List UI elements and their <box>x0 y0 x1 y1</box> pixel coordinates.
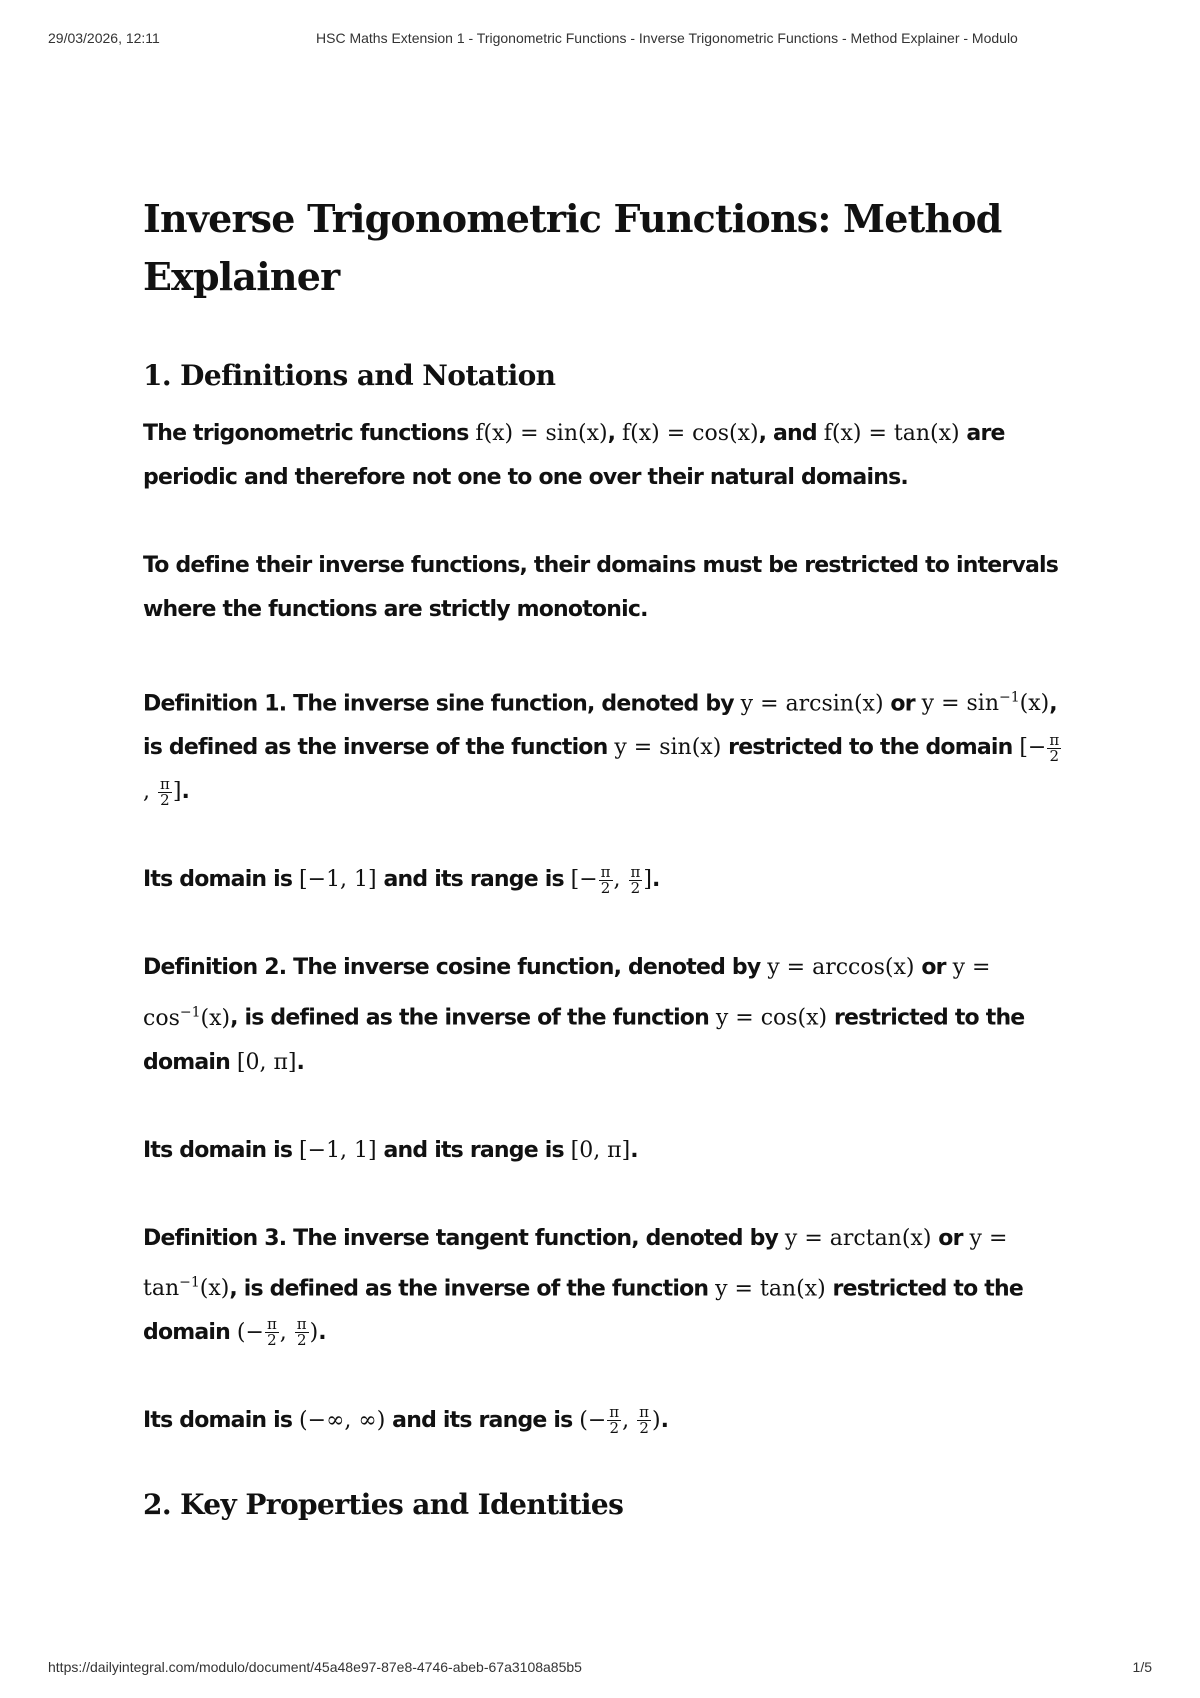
intro-paragraph-restriction: To define their inverse functions, their domains must be restricted to intervals where the functions are strictly monotonic. <box>143 553 1059 622</box>
fraction-numerator: π <box>296 1315 307 1334</box>
text: are periodic and therefore not one to one over their natural domains. <box>143 421 1005 490</box>
math-part: ) <box>309 1319 319 1345</box>
text: The trigonometric functions <box>143 421 476 446</box>
math-superscript: −1 <box>998 690 1020 706</box>
definition-2 <box>143 946 1063 1084</box>
math-sin-inverse <box>922 691 1050 716</box>
fraction-numerator: π <box>600 862 611 881</box>
text: Its domain is <box>143 867 300 893</box>
math-domain: [−1, 1] <box>299 867 377 893</box>
math-part: (x) <box>200 1005 231 1031</box>
document-body <box>143 190 1063 1541</box>
text: and its range is <box>376 867 571 893</box>
math-part: [− <box>1019 735 1047 761</box>
math-sin: y = sin(x) <box>614 735 722 761</box>
text: . <box>630 1137 638 1163</box>
definition-3 <box>143 1217 1063 1355</box>
math-part: (x) <box>199 1275 230 1301</box>
fraction-denominator: 2 <box>1049 746 1060 765</box>
math-tan: y = tan(x) <box>715 1275 826 1301</box>
math-arctan: y = arctan(x) <box>784 1225 932 1251</box>
math-domain-interval: [0, π] <box>236 1049 297 1075</box>
math-cos-function: f(x) = cos(x) <box>622 421 759 446</box>
math-range-interval <box>579 1403 661 1438</box>
math-part: , <box>622 1407 637 1433</box>
print-datetime: 29/03/2026, 12:11 <box>48 30 160 46</box>
math-part: , <box>143 779 157 805</box>
math-part: y = tan <box>143 1225 1008 1301</box>
text: restricted to the domain <box>143 1275 1023 1345</box>
math-part: (− <box>579 1407 607 1433</box>
fraction-denominator: 2 <box>630 878 641 897</box>
text: , and <box>758 421 824 446</box>
math-part: ] <box>172 779 182 805</box>
math-domain: (−∞, ∞) <box>299 1407 386 1433</box>
math-range: [0, π] <box>570 1137 631 1163</box>
fraction-denominator: 2 <box>609 1419 619 1438</box>
fraction-pi-over-2 <box>1047 730 1061 765</box>
definition-3-domain-range <box>143 1399 1063 1443</box>
print-page-title: HSC Maths Extension 1 - Trigonometric Functions - Inverse Trigonometric Functions - Method Explainer - Modulo <box>316 30 1018 46</box>
definition-label: Definition 2. <box>143 955 287 981</box>
fraction-pi-over-2 <box>599 862 613 897</box>
fraction-numerator: π <box>160 774 170 793</box>
math-arcsin: y = arcsin(x) <box>740 691 884 717</box>
math-range-interval <box>570 862 652 897</box>
definition-1-domain-range <box>143 858 1063 902</box>
fraction-denominator: 2 <box>600 878 611 897</box>
fraction-pi-over-2 <box>607 1405 621 1436</box>
section-heading-definitions: 1. Definitions and Notation <box>143 359 556 392</box>
fraction-denominator: 2 <box>639 1419 649 1438</box>
text: or <box>914 955 953 981</box>
fraction-pi-over-2 <box>295 1317 309 1348</box>
fraction-numerator: π <box>1049 730 1060 749</box>
math-part: [− <box>570 867 598 893</box>
math-domain-interval <box>236 1315 319 1350</box>
math-part: ) <box>652 1407 661 1433</box>
math-tan-function: f(x) = tan(x) <box>823 421 960 446</box>
math-part: , <box>279 1319 294 1345</box>
text: restricted to the domain <box>143 1005 1025 1075</box>
math-part: (− <box>236 1319 264 1345</box>
text: . <box>296 1049 305 1075</box>
text: Its domain is <box>143 1137 300 1163</box>
print-header <box>48 30 1152 52</box>
page-number: 1/5 <box>1132 1659 1152 1675</box>
text: and its range is <box>385 1407 580 1433</box>
text: , is defined as the inverse of the function <box>229 1275 716 1301</box>
text: . <box>660 1407 669 1433</box>
text: The inverse sine function, denoted by <box>286 691 741 717</box>
text: and its range is <box>376 1137 571 1163</box>
definition-1 <box>143 676 1063 814</box>
math-superscript: −1 <box>179 1274 200 1291</box>
fraction-pi-over-2 <box>637 1405 651 1436</box>
fraction-pi-over-2 <box>158 774 172 809</box>
math-part: , <box>613 867 628 893</box>
text: Its domain is <box>143 1407 300 1433</box>
math-superscript: −1 <box>179 1004 201 1021</box>
math-arccos: y = arccos(x) <box>767 955 915 981</box>
text: The inverse cosine function, denoted by <box>286 955 768 981</box>
print-footer <box>48 1659 1152 1681</box>
math-part: (x) <box>1019 691 1050 717</box>
math-domain: [−1, 1] <box>299 1137 377 1163</box>
fraction-pi-over-2 <box>629 862 643 897</box>
text: , is defined as the inverse of the function <box>230 1005 716 1031</box>
text: , is defined as the inverse of the function <box>143 691 1057 761</box>
fraction-numerator: π <box>630 862 641 881</box>
text: . <box>318 1319 326 1345</box>
text: or <box>931 1225 970 1251</box>
fraction-denominator: 2 <box>296 1331 307 1350</box>
definition-label: Definition 3. <box>143 1225 287 1251</box>
text: restricted to the domain <box>721 735 1020 761</box>
text: The inverse tangent function, denoted by <box>286 1225 785 1251</box>
math-part: ] <box>643 867 652 893</box>
text: , <box>607 421 623 446</box>
fraction-numerator: π <box>266 1315 277 1334</box>
definition-label: Definition 1. <box>143 691 287 717</box>
fraction-numerator: π <box>609 1403 620 1422</box>
math-part: y = cos <box>143 955 991 1031</box>
text: or <box>883 691 922 717</box>
definition-2-domain-range <box>143 1129 1063 1173</box>
math-sin-function: f(x) = sin(x) <box>475 421 608 446</box>
math-part: y = sin <box>921 691 999 717</box>
fraction-numerator: π <box>639 1403 650 1422</box>
intro-paragraph-periodic <box>143 412 1063 500</box>
document-title: Inverse Trigonometric Functions: Method Explainer <box>143 196 1002 299</box>
fraction-denominator: 2 <box>267 1331 277 1350</box>
fraction-denominator: 2 <box>160 790 170 809</box>
fraction-pi-over-2 <box>265 1317 279 1348</box>
text: . <box>651 867 660 893</box>
section-heading-properties: 2. Key Properties and Identities <box>143 1487 624 1521</box>
math-cos: y = cos(x) <box>715 1005 828 1031</box>
document-url-link[interactable]: https://dailyintegral.com/modulo/document/45a48e97-87e8-4746-abeb-67a3108a85b5 <box>48 1659 582 1675</box>
text: . <box>181 779 190 805</box>
